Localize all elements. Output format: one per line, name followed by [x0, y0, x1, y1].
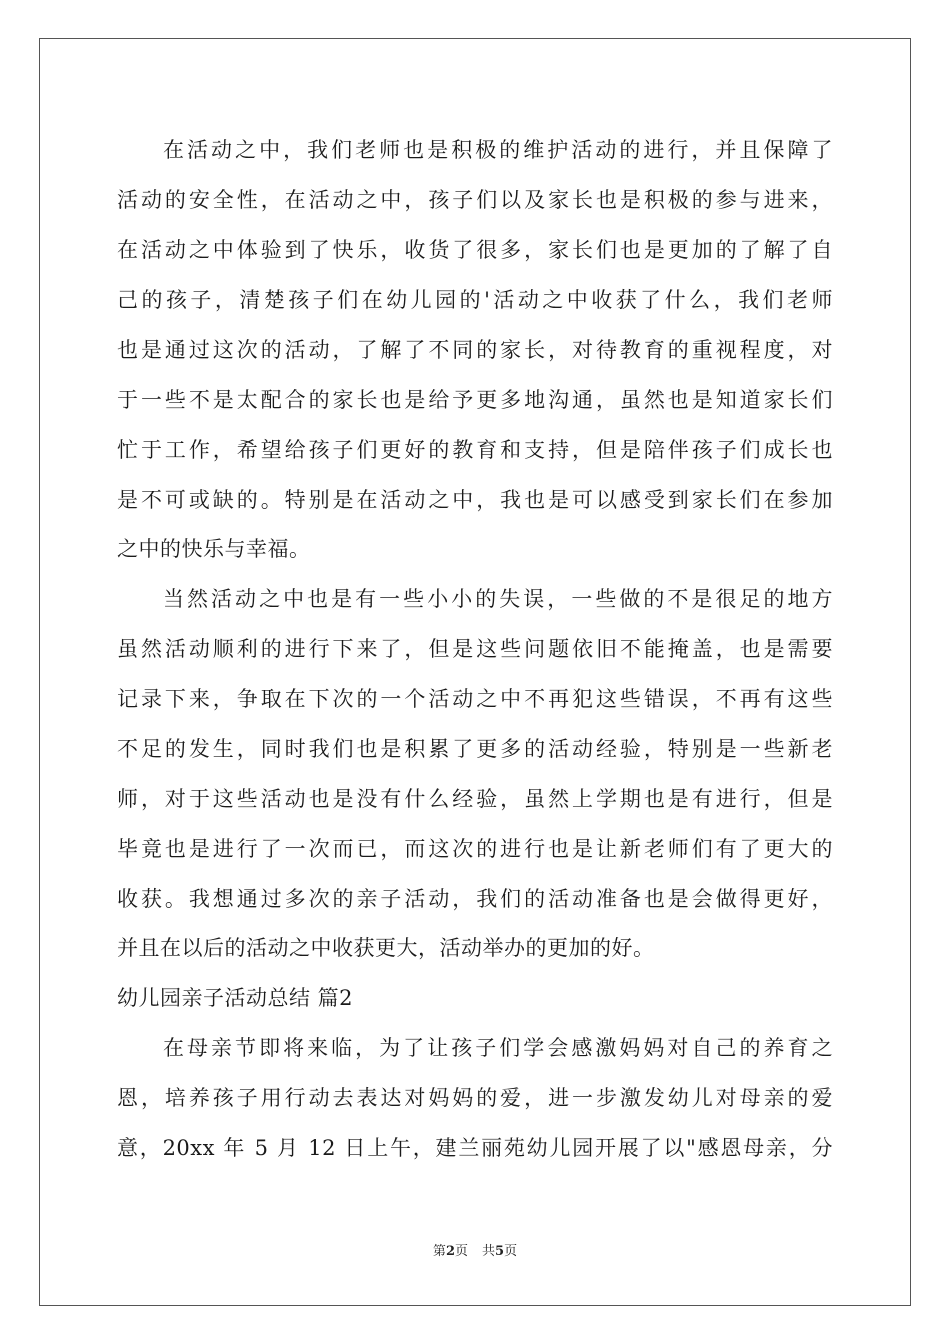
total-prefix: 共 — [482, 1244, 496, 1259]
paragraph-2-line-7: 收获。我想通过多次的亲子活动，我们的活动准备也是会做得更好， — [117, 887, 833, 911]
paragraph-3-line-3: 意，20xx 年 5 月 12 日上午，建兰丽苑幼儿园开展了以"感恩母亲，分 — [117, 1136, 833, 1160]
page-unit: 页 — [454, 1244, 468, 1259]
paragraph-2-line-2: 虽然活动顺利的进行下来了，但是这些问题依旧不能掩盖，也是需要 — [117, 637, 833, 661]
paragraph-3-line-2: 恩，培养孩子用行动去表达对妈妈的爱，进一步激发幼儿对母亲的爱 — [117, 1086, 833, 1110]
paragraph-2-line-4: 不足的发生，同时我们也是积累了更多的活动经验，特别是一些新老 — [117, 737, 833, 761]
page-border — [39, 38, 911, 1306]
paragraph-2-line-1: 当然活动之中也是有一些小小的失误，一些做的不是很足的地方 — [163, 587, 833, 611]
paragraph-1-line-1: 在活动之中，我们老师也是积极的维护活动的进行，并且保障了 — [163, 138, 833, 162]
page-total: 5 — [495, 1244, 505, 1259]
paragraph-2-line-6: 毕竟也是进行了一次而已，而这次的进行也是让新老师们有了更大的 — [117, 837, 833, 861]
total-unit: 页 — [504, 1244, 518, 1259]
paragraph-3-line-1: 在母亲节即将来临，为了让孩子们学会感激妈妈对自己的养育之 — [163, 1036, 833, 1060]
paragraph-1-line-6: 于一些不是太配合的家长也是给予更多地沟通，虽然也是知道家长们 — [117, 388, 833, 412]
paragraph-1-line-5: 也是通过这次的活动，了解了不同的家长，对待教育的重视程度，对 — [117, 338, 833, 362]
paragraph-2-line-8: 并且在以后的活动之中收获更大，活动举办的更加的好。 — [117, 936, 655, 960]
paragraph-2-line-3: 记录下来，争取在下次的一个活动之中不再犯这些错误，不再有这些 — [117, 687, 833, 711]
paragraph-1-line-9: 之中的快乐与幸福。 — [117, 537, 311, 561]
section-heading: 幼儿园亲子活动总结 篇2 — [117, 986, 354, 1010]
page-prefix: 第 — [432, 1244, 446, 1259]
page-footer — [0, 1243, 950, 1261]
paragraph-1-line-7: 忙于工作，希望给孩子们更好的教育和支持，但是陪伴孩子们成长也 — [117, 438, 833, 462]
paragraph-2-line-5: 师，对于这些活动也是没有什么经验，虽然上学期也是有进行，但是 — [117, 787, 833, 811]
page-current: 2 — [445, 1244, 455, 1259]
paragraph-1-line-3: 在活动之中体验到了快乐，收货了很多，家长们也是更加的了解了自 — [117, 238, 833, 262]
paragraph-1-line-8: 是不可或缺的。特别是在活动之中，我也是可以感受到家长们在参加 — [117, 488, 833, 512]
paragraph-1-line-2: 活动的安全性，在活动之中，孩子们以及家长也是积极的参与进来， — [117, 188, 833, 212]
paragraph-1-line-4: 己的孩子，清楚孩子们在幼儿园的'活动之中收获了什么，我们老师 — [117, 288, 833, 312]
